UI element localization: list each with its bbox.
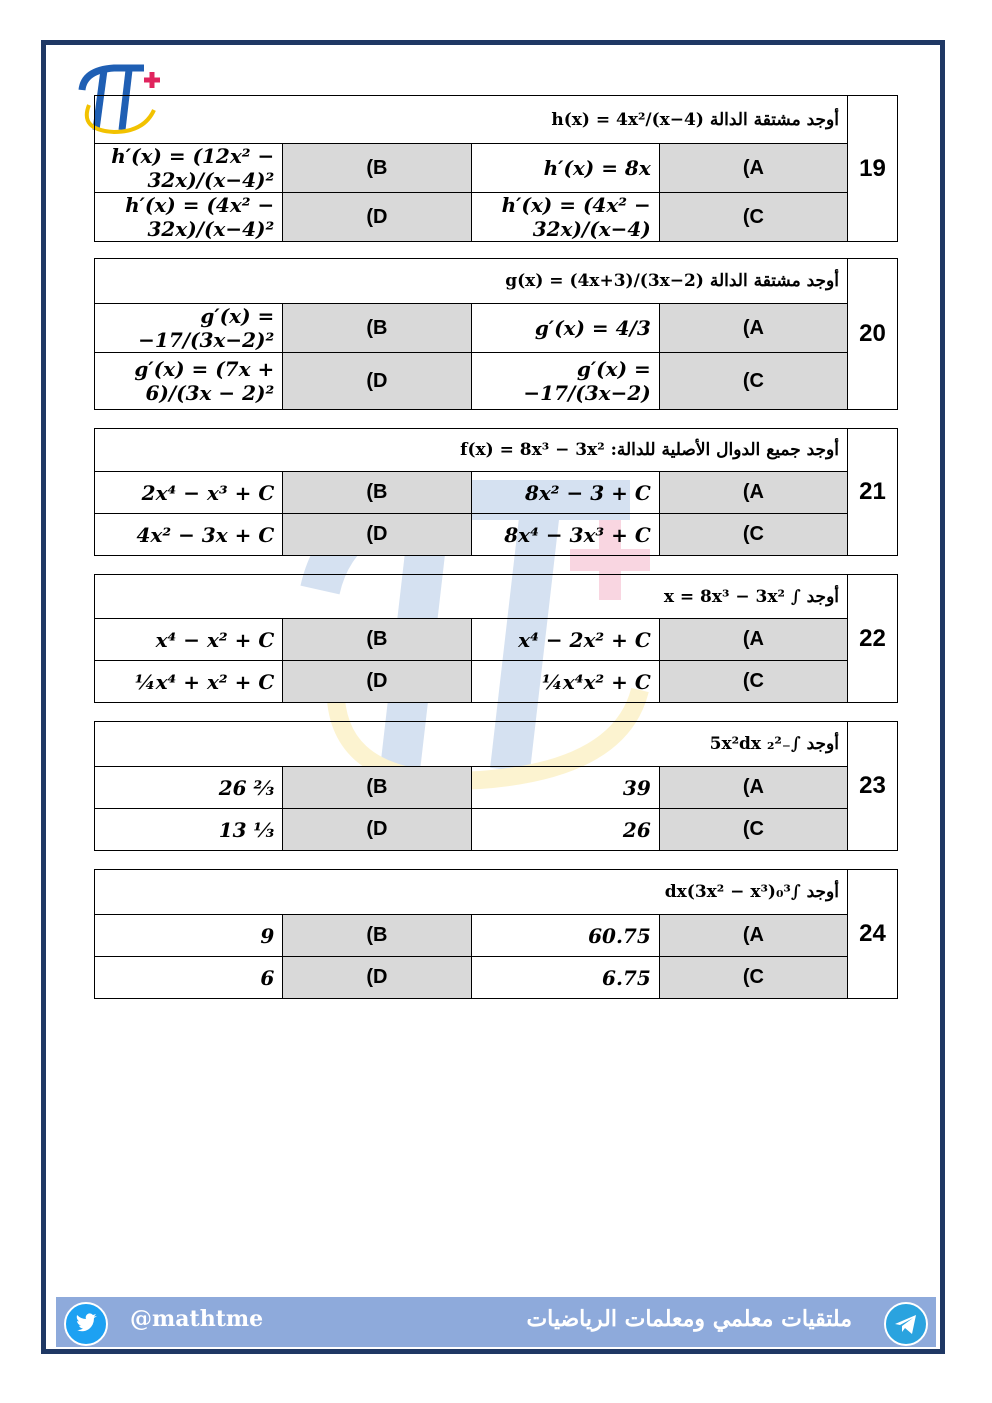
question-stem: أوجد ∫₋₂² 5x²dx <box>95 722 848 767</box>
option-label-d[interactable]: (D <box>283 193 471 242</box>
answer-d[interactable]: 13 ⅓ <box>95 809 283 851</box>
answer-d[interactable]: h′(x) = (4x² − 32x)/(x−4)² <box>95 193 283 242</box>
answer-d[interactable]: g′(x) = (7x + 6)/(3x − 2)² <box>95 353 283 410</box>
question-number: 21 <box>848 429 898 556</box>
question-number: 23 <box>848 722 898 851</box>
answer-c[interactable]: 8x⁴ − 3x³ + C <box>471 514 659 556</box>
question-stem: أوجد ∫₀³(3x² − x³)dx <box>95 870 848 915</box>
question-stem: أوجد ∫ x = 8x³ − 3x² <box>95 575 848 619</box>
answer-b[interactable]: g′(x) = −17/(3x−2)² <box>95 304 283 353</box>
option-label-c[interactable]: (C <box>659 514 847 556</box>
twitter-icon[interactable] <box>64 1302 108 1346</box>
option-label-c[interactable]: (C <box>659 193 847 242</box>
option-label-b[interactable]: (B <box>283 767 471 809</box>
footer-bar <box>56 1297 936 1347</box>
option-label-a[interactable]: (A <box>659 767 847 809</box>
option-label-b[interactable]: (B <box>283 472 471 514</box>
option-label-d[interactable]: (D <box>283 661 471 703</box>
answer-b[interactable]: h′(x) = (12x² − 32x)/(x−4)² <box>95 144 283 193</box>
option-label-c[interactable]: (C <box>659 957 847 999</box>
option-label-a[interactable]: (A <box>659 619 847 661</box>
question-24 <box>94 869 898 999</box>
option-label-d[interactable]: (D <box>283 514 471 556</box>
answer-c[interactable]: ¼x⁴x² + C <box>471 661 659 703</box>
question-number: 22 <box>848 575 898 703</box>
footer-handle[interactable]: @mathtme <box>130 1306 264 1332</box>
answer-d[interactable]: 4x² − 3x + C <box>95 514 283 556</box>
question-stem: أوجد مشتقة الدالة h(x) = 4x²/(x−4) <box>95 96 848 144</box>
answer-a[interactable]: 60.75 <box>471 915 659 957</box>
answer-d[interactable]: 6 <box>95 957 283 999</box>
answer-b[interactable]: 2x⁴ − x³ + C <box>95 472 283 514</box>
answer-b[interactable]: 9 <box>95 915 283 957</box>
footer-title: ملتقيات معلمي ومعلمات الرياضيات <box>526 1306 852 1332</box>
option-label-a[interactable]: (A <box>659 144 847 193</box>
answer-a[interactable]: x⁴ − 2x² + C <box>471 619 659 661</box>
option-label-c[interactable]: (C <box>659 809 847 851</box>
option-label-a[interactable]: (A <box>659 915 847 957</box>
question-stem: أوجد مشتقة الدالة g(x) = (4x+3)/(3x−2) <box>95 259 848 304</box>
question-20 <box>94 258 898 410</box>
telegram-icon[interactable] <box>884 1302 928 1346</box>
option-label-d[interactable]: (D <box>283 957 471 999</box>
option-label-a[interactable]: (A <box>659 304 847 353</box>
question-number: 20 <box>848 259 898 410</box>
answer-b[interactable]: 26 ⅔ <box>95 767 283 809</box>
answer-c[interactable]: 26 <box>471 809 659 851</box>
answer-d[interactable]: ¼x⁴ + x² + C <box>95 661 283 703</box>
answer-b[interactable]: x⁴ − x² + C <box>95 619 283 661</box>
answer-a[interactable]: 8x² − 3 + C <box>471 472 659 514</box>
question-23 <box>94 721 898 851</box>
answer-a[interactable]: h′(x) = 8x <box>471 144 659 193</box>
option-label-d[interactable]: (D <box>283 809 471 851</box>
answer-c[interactable]: h′(x) = (4x² − 32x)/(x−4) <box>471 193 659 242</box>
option-label-d[interactable]: (D <box>283 353 471 410</box>
question-19 <box>94 95 898 242</box>
question-number: 24 <box>848 870 898 999</box>
option-label-b[interactable]: (B <box>283 144 471 193</box>
option-label-b[interactable]: (B <box>283 915 471 957</box>
question-22 <box>94 574 898 703</box>
question-21 <box>94 428 898 556</box>
answer-a[interactable]: g′(x) = 4/3 <box>471 304 659 353</box>
option-label-c[interactable]: (C <box>659 661 847 703</box>
answer-c[interactable]: g′(x) = −17/(3x−2) <box>471 353 659 410</box>
option-label-b[interactable]: (B <box>283 304 471 353</box>
question-stem: أوجد جميع الدوال الأصلية للدالة: f(x) = 8x³ − 3x² <box>95 429 848 472</box>
option-label-c[interactable]: (C <box>659 353 847 410</box>
option-label-a[interactable]: (A <box>659 472 847 514</box>
option-label-b[interactable]: (B <box>283 619 471 661</box>
answer-a[interactable]: 39 <box>471 767 659 809</box>
question-number: 19 <box>848 96 898 242</box>
answer-c[interactable]: 6.75 <box>471 957 659 999</box>
